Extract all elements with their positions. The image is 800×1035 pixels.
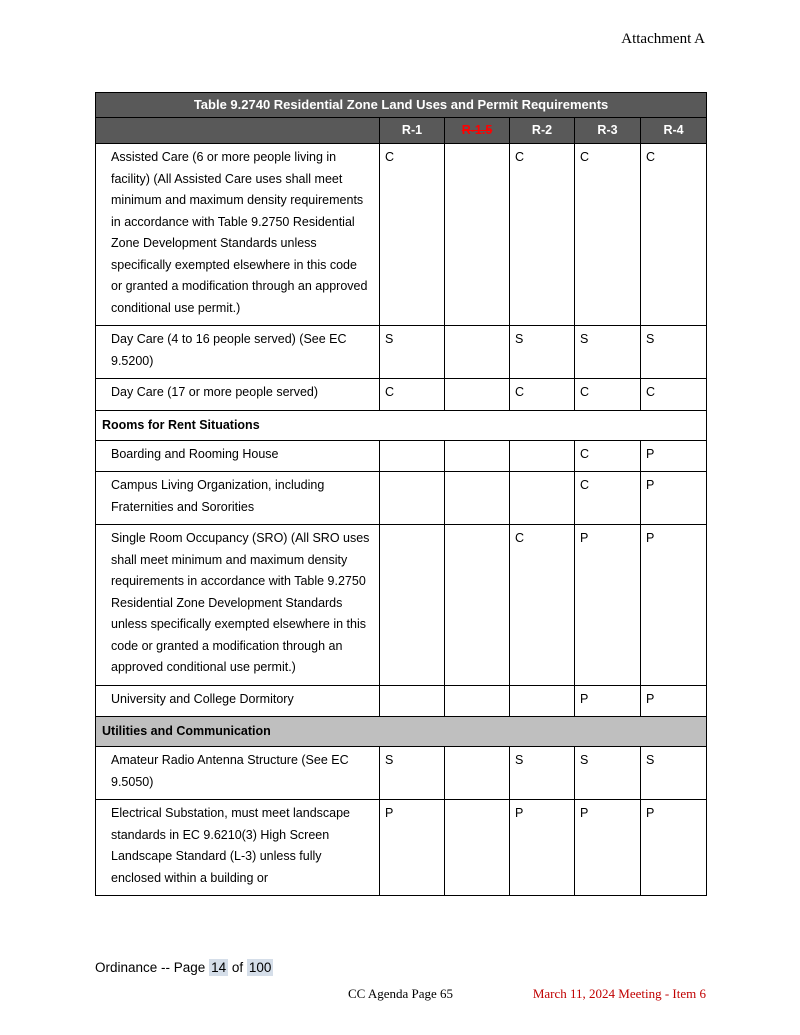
land-use-table bbox=[95, 92, 707, 896]
permit-value-cell bbox=[445, 800, 510, 896]
permit-value-cell bbox=[445, 685, 510, 717]
use-row bbox=[96, 800, 707, 896]
ordinance-prefix: Ordinance -- Page bbox=[95, 960, 206, 975]
permit-value-cell: S bbox=[510, 326, 575, 379]
permit-value-cell: C bbox=[641, 379, 707, 411]
permit-value-cell: P bbox=[380, 800, 445, 896]
use-label: Assisted Care (6 or more people living in facility) (All Assisted Care uses shall meet minimum and maximum density requirements in accordance with Table 9.2750 Residential Zone Development Standards unless specifically exempted elsewhere in this code or granted a modification through an approved conditional use permit.) bbox=[96, 144, 380, 326]
permit-value-cell: C bbox=[575, 440, 641, 472]
section-header-row bbox=[96, 410, 707, 440]
permit-value-cell bbox=[445, 379, 510, 411]
permit-value-cell bbox=[380, 472, 445, 525]
column-header-r-3: R-3 bbox=[575, 118, 641, 144]
land-use-table-container bbox=[95, 92, 706, 896]
use-label: University and College Dormitory bbox=[96, 685, 380, 717]
permit-value-cell: C bbox=[510, 525, 575, 686]
permit-value-cell: S bbox=[510, 747, 575, 800]
permit-value-cell: S bbox=[380, 747, 445, 800]
permit-value-cell: P bbox=[575, 800, 641, 896]
use-label: Single Room Occupancy (SRO) (All SRO uses shall meet minimum and maximum density requirements in accordance with Table 9.2750 Residential Zone Development Standards unless specifically exempted elsewhere in this code or granted a modification through an approved conditional use permit.) bbox=[96, 525, 380, 686]
permit-value-cell: C bbox=[510, 144, 575, 326]
use-row bbox=[96, 685, 707, 717]
use-row bbox=[96, 326, 707, 379]
table-title-row bbox=[96, 93, 707, 118]
use-row bbox=[96, 472, 707, 525]
permit-value-cell: S bbox=[380, 326, 445, 379]
column-header-spacer bbox=[96, 118, 380, 144]
column-header-row bbox=[96, 118, 707, 144]
permit-value-cell bbox=[445, 472, 510, 525]
use-row bbox=[96, 379, 707, 411]
use-row bbox=[96, 144, 707, 326]
permit-value-cell: S bbox=[575, 747, 641, 800]
permit-value-cell: C bbox=[575, 379, 641, 411]
permit-value-cell bbox=[380, 440, 445, 472]
permit-value-cell bbox=[445, 144, 510, 326]
use-label: Day Care (17 or more people served) bbox=[96, 379, 380, 411]
agenda-page-label: CC Agenda Page 65 bbox=[347, 986, 454, 1001]
permit-value-cell bbox=[445, 747, 510, 800]
permit-value-cell bbox=[510, 472, 575, 525]
permit-value-cell bbox=[445, 326, 510, 379]
section-header-label: Utilities and Communication bbox=[96, 717, 707, 747]
permit-value-cell: C bbox=[510, 379, 575, 411]
permit-value-cell: S bbox=[641, 326, 707, 379]
use-label: Campus Living Organization, including Fraternities and Sororities bbox=[96, 472, 380, 525]
page-number-field: 14 bbox=[211, 960, 227, 975]
table-title: Table 9.2740 Residential Zone Land Uses and Permit Requirements bbox=[96, 93, 707, 118]
use-label: Day Care (4 to 16 people served) (See EC 9.5200) bbox=[96, 326, 380, 379]
permit-value-cell: P bbox=[641, 472, 707, 525]
permit-value-cell: P bbox=[575, 685, 641, 717]
of-label: of bbox=[231, 960, 244, 975]
permit-value-cell: P bbox=[641, 685, 707, 717]
permit-value-cell bbox=[380, 525, 445, 686]
permit-value-cell bbox=[445, 525, 510, 686]
column-header-r-1-5: R-1.5 bbox=[445, 118, 510, 144]
permit-value-cell: S bbox=[641, 747, 707, 800]
use-row bbox=[96, 440, 707, 472]
ordinance-page-line bbox=[95, 960, 273, 975]
meeting-item-label: March 11, 2024 Meeting - Item 6 bbox=[532, 986, 706, 1001]
permit-value-cell: P bbox=[510, 800, 575, 896]
permit-value-cell: C bbox=[380, 379, 445, 411]
attachment-label: Attachment A bbox=[621, 31, 705, 47]
permit-value-cell bbox=[510, 685, 575, 717]
section-header-label: Rooms for Rent Situations bbox=[96, 410, 707, 440]
permit-value-cell: C bbox=[641, 144, 707, 326]
use-row bbox=[96, 747, 707, 800]
column-header-r-4: R-4 bbox=[641, 118, 707, 144]
permit-value-cell: S bbox=[575, 326, 641, 379]
permit-value-cell: P bbox=[575, 525, 641, 686]
use-row bbox=[96, 525, 707, 686]
permit-value-cell bbox=[380, 685, 445, 717]
permit-value-cell: P bbox=[641, 800, 707, 896]
section-header-row bbox=[96, 717, 707, 747]
use-label: Boarding and Rooming House bbox=[96, 440, 380, 472]
permit-value-cell: P bbox=[641, 525, 707, 686]
permit-value-cell: C bbox=[575, 472, 641, 525]
use-label: Electrical Substation, must meet landscape standards in EC 9.6210(3) High Screen Landscape Standard (L-3) unless fully enclosed within a building or bbox=[96, 800, 380, 896]
permit-value-cell bbox=[445, 440, 510, 472]
column-header-r-1: R-1 bbox=[380, 118, 445, 144]
column-header-r-2: R-2 bbox=[510, 118, 575, 144]
total-pages-field: 100 bbox=[248, 960, 272, 975]
use-label: Amateur Radio Antenna Structure (See EC 9.5050) bbox=[96, 747, 380, 800]
permit-value-cell bbox=[510, 440, 575, 472]
footer-row bbox=[95, 986, 706, 1004]
permit-value-cell: P bbox=[641, 440, 707, 472]
permit-value-cell: C bbox=[380, 144, 445, 326]
permit-value-cell: C bbox=[575, 144, 641, 326]
